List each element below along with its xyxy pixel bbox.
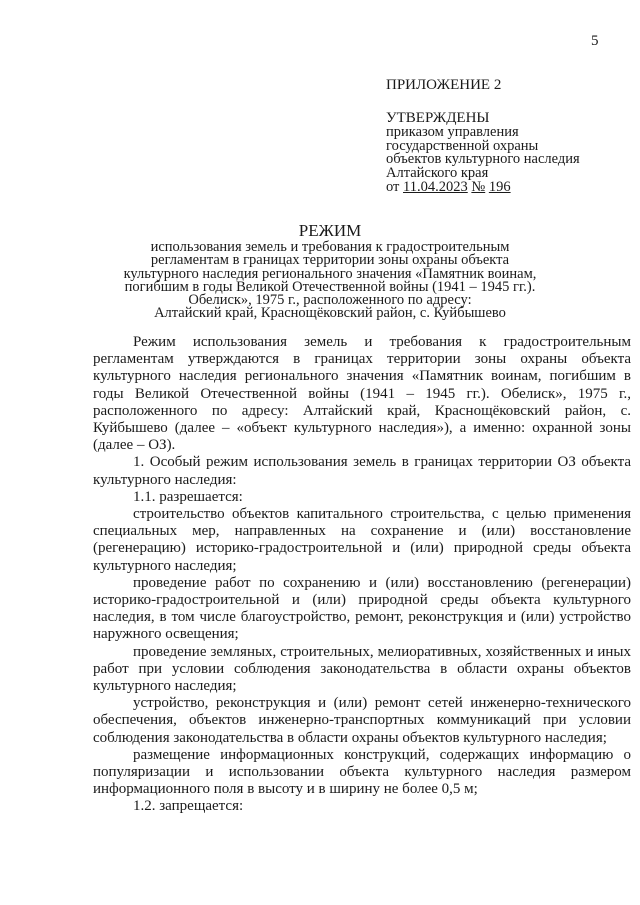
list-item: проведение земляных, строительных, мелиоративных, хозяйственных и иных работ при условии соблюдения законодательства в области охраны объектов культурного наследия; [93, 643, 631, 695]
order-date-line [386, 180, 580, 195]
order-line: приказом управления [386, 124, 519, 140]
body-paragraph: Режим использования земель и требования к градостроительным регламентам утверждаются в границах территории зоны охраны объекта культурного наследия регионального значения «Памятник воинам, погибшим в годы Великой Отечественной войны (1941 – 1945 гг.). Обелиск», 1975 г., расположенного по адресу: Алтайский край, Краснощёковский район, с. Куйбышево (далее – «объект культурного наследия»), а именно: охранной зоны (далее – ОЗ). [93, 334, 631, 454]
subtitle-line: культурного наследия регионального значения «Памятник воинам, [123, 265, 537, 282]
subtitle-line: Обелиск», 1975 г., расположенного по адресу: [188, 292, 472, 309]
subsection-heading: 1.2. запрещается: [133, 798, 244, 815]
subtitle-line: Алтайский край, Краснощёковский район, с. Куйбышево [154, 305, 506, 322]
order-line: объектов культурного наследия [386, 151, 580, 167]
section-heading: 1. Особый режим использования земель в границах территории ОЗ объекта культурного наследия: [93, 454, 631, 488]
list-item: устройство, реконструкция и (или) ремонт сетей инженерно-технического обеспечения, объектов инженерно-транспортных коммуникаций при условии соблюдения законодательства в области охраны объектов культурного наследия; [93, 695, 631, 746]
page-number: 5 [591, 33, 599, 49]
order-line: Алтайского края [386, 164, 489, 181]
list-item: размещение информационных конструкций, содержащих информацию о популяризации и использовании объекта культурного наследия размером информационного поля в высоту и в ширину не более 0,5 м; [93, 746, 631, 798]
subsection-heading: 1.1. разрешается: [133, 488, 243, 505]
list-item: строительство объектов капитального строительства, с целью применения специальных мер, направленных на сохранение и (или) восстановление (регенерацию) историко-градостроительной и (или) природной среды объекта культурного наследия; [93, 506, 631, 574]
approved-label: УТВЕРЖДЕНЫ [386, 110, 490, 126]
subtitle-line: погибшим в годы Великой Отечественной войны (1941 – 1945 гг.). [124, 278, 536, 295]
subtitle-line: регламентам в границах территории зоны охраны объекта [150, 252, 510, 269]
order-line: государственной охраны [386, 137, 539, 154]
title-block [100, 221, 560, 321]
number-sign: № [471, 179, 486, 195]
order-date: 11.04.2023 [403, 179, 468, 195]
date-prefix: от [386, 179, 400, 195]
document-body [93, 334, 631, 816]
order-number: 196 [488, 179, 511, 195]
appendix-label: ПРИЛОЖЕНИЕ 2 [386, 77, 502, 93]
document-title: РЕЖИМ [298, 221, 362, 240]
list-item: проведение работ по сохранению и (или) восстановлению (регенерации) историко-градостроительной и (или) природной среды объекта культурного наследия, в том числе благоустройство, ремонт, реконструкция и (или) устройство наружного освещения; [93, 574, 631, 643]
subtitle-line: использования земель и требования к градостроительным [150, 239, 510, 255]
approval-block [386, 76, 580, 195]
